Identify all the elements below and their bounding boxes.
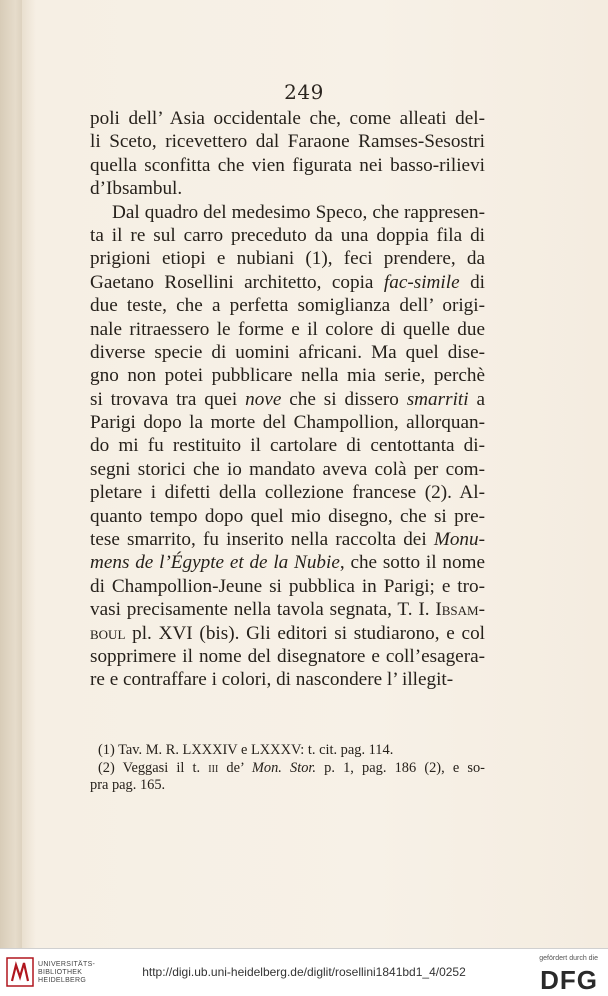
text-line xyxy=(90,388,485,411)
footnote-line xyxy=(90,760,485,778)
footnote-line xyxy=(90,742,485,760)
text-run: gno non potei pubblicare nella mia serie, perchè xyxy=(90,365,485,387)
text-run: Gaetano Rosellini architetto, copia xyxy=(90,271,384,293)
text-line xyxy=(90,528,485,551)
text-line xyxy=(90,622,485,645)
text-line xyxy=(90,130,485,153)
text-line xyxy=(90,341,485,364)
institution-name: UNIVERSITÄTS- BIBLIOTHEK HEIDELBERG xyxy=(38,961,96,984)
text-run: de’ xyxy=(218,759,252,776)
text-run: re e contraffare i colori, di nascondere l’ illegit- xyxy=(90,669,454,691)
text-line xyxy=(90,177,485,200)
viewer-footer xyxy=(0,948,608,996)
page-number: 249 xyxy=(284,80,324,104)
text-line xyxy=(90,645,485,668)
text-line xyxy=(90,598,485,621)
funded-by-label: gefördert durch die xyxy=(539,955,598,962)
text-run: do mi fu restituito il cartolare di centottanta di- xyxy=(90,435,485,457)
text-line xyxy=(90,154,485,177)
text-line xyxy=(90,481,485,504)
text-line xyxy=(90,411,485,434)
text-line xyxy=(90,107,485,130)
text-run: nale ritraessero le forme e il colore di quelle due xyxy=(90,318,485,340)
text-run: che si dissero xyxy=(281,388,407,410)
text-run: si trovava tra quei xyxy=(90,388,246,410)
text-line xyxy=(90,364,485,387)
text-run: tese smarrito, fu inserito nella raccolta dei xyxy=(90,529,434,551)
text-run: nove xyxy=(245,388,282,410)
text-line xyxy=(90,247,485,270)
text-run: quanto tempo dopo quel mio disegno, che si pre- xyxy=(90,505,485,527)
text-run: poli dell’ Asia occidentale che, come alleati del- xyxy=(90,108,485,129)
text-line xyxy=(90,551,485,574)
footnote-line xyxy=(90,777,485,795)
text-run: Dal quadro del medesimo Speco, che rappresen- xyxy=(112,201,485,223)
text-line xyxy=(90,201,485,224)
text-run: ta il re sul carro preceduto da una doppia fila di xyxy=(90,224,485,246)
text-run: quella sconfitta che vien figurata nei basso-rilievi xyxy=(90,154,485,176)
text-run: (1) Tav. M. R. LXXXIV e LXXXV: t. cit. pag. 114. xyxy=(98,742,394,758)
text-run: di xyxy=(459,271,485,293)
text-line xyxy=(90,668,485,691)
text-line xyxy=(90,434,485,457)
text-run: due teste, che a perfetta somiglianza dell’ origi- xyxy=(90,295,485,317)
text-run: , che sotto il nome xyxy=(339,552,485,574)
text-run: pl. XVI (bis). Gli editori si studiarono, e col xyxy=(125,622,485,644)
main-text xyxy=(90,107,485,692)
text-run: segni storici che io mandato aveva colà per com- xyxy=(90,458,485,480)
text-run: di Champollion-Jeune si pubblica in Parigi; e tro- xyxy=(90,575,485,597)
text-run: Mon. Stor. xyxy=(251,759,317,776)
text-run: pletare i difetti della collezione francese (2). Al- xyxy=(90,482,485,504)
text-run: vasi precisamente nella tavola segnata, T. I. xyxy=(90,599,436,621)
text-run: Parigi dopo la morte del Champollion, allorquan- xyxy=(90,412,485,434)
text-run: smarriti xyxy=(406,388,469,410)
text-run: pra pag. 165. xyxy=(90,777,166,793)
dfg-logo: DFG xyxy=(540,965,598,995)
text-run: mens de l’Égypte et de la Nubie xyxy=(90,552,340,574)
page-url-link[interactable]: http://digi.ub.uni-heidelberg.de/diglit/rosellini1841bd1_4/0252 xyxy=(142,965,466,979)
text-line xyxy=(90,458,485,481)
text-run: p. 1, pag. 186 (2), e so- xyxy=(316,759,485,776)
text-run: (2) Veggasi il t. xyxy=(98,759,209,776)
book-gutter xyxy=(0,0,22,948)
text-run: fac-simile xyxy=(383,271,460,293)
text-line xyxy=(90,271,485,294)
footnotes xyxy=(90,742,485,795)
text-run: prigioni etiopi e nubiani (1), feci prendere, da xyxy=(90,248,485,270)
text-run: iii xyxy=(208,759,219,776)
text-run: a xyxy=(468,388,485,410)
text-line xyxy=(90,294,485,317)
text-line xyxy=(90,575,485,598)
text-run: boul xyxy=(90,622,126,644)
text-run: li Sceto, ricevettero dal Faraone Ramses-Sesostri xyxy=(90,131,485,153)
text-run: diverse specie di uomini africani. Ma quel dise- xyxy=(90,341,485,363)
text-run: sopprimere il nome del disegnatore e coll’esagera- xyxy=(90,645,485,667)
text-run: d’Ibsambul. xyxy=(90,178,183,200)
text-run: Ibsam- xyxy=(435,599,485,621)
text-run: Monu- xyxy=(433,529,485,551)
text-line xyxy=(90,318,485,341)
text-line xyxy=(90,224,485,247)
text-line xyxy=(90,505,485,528)
